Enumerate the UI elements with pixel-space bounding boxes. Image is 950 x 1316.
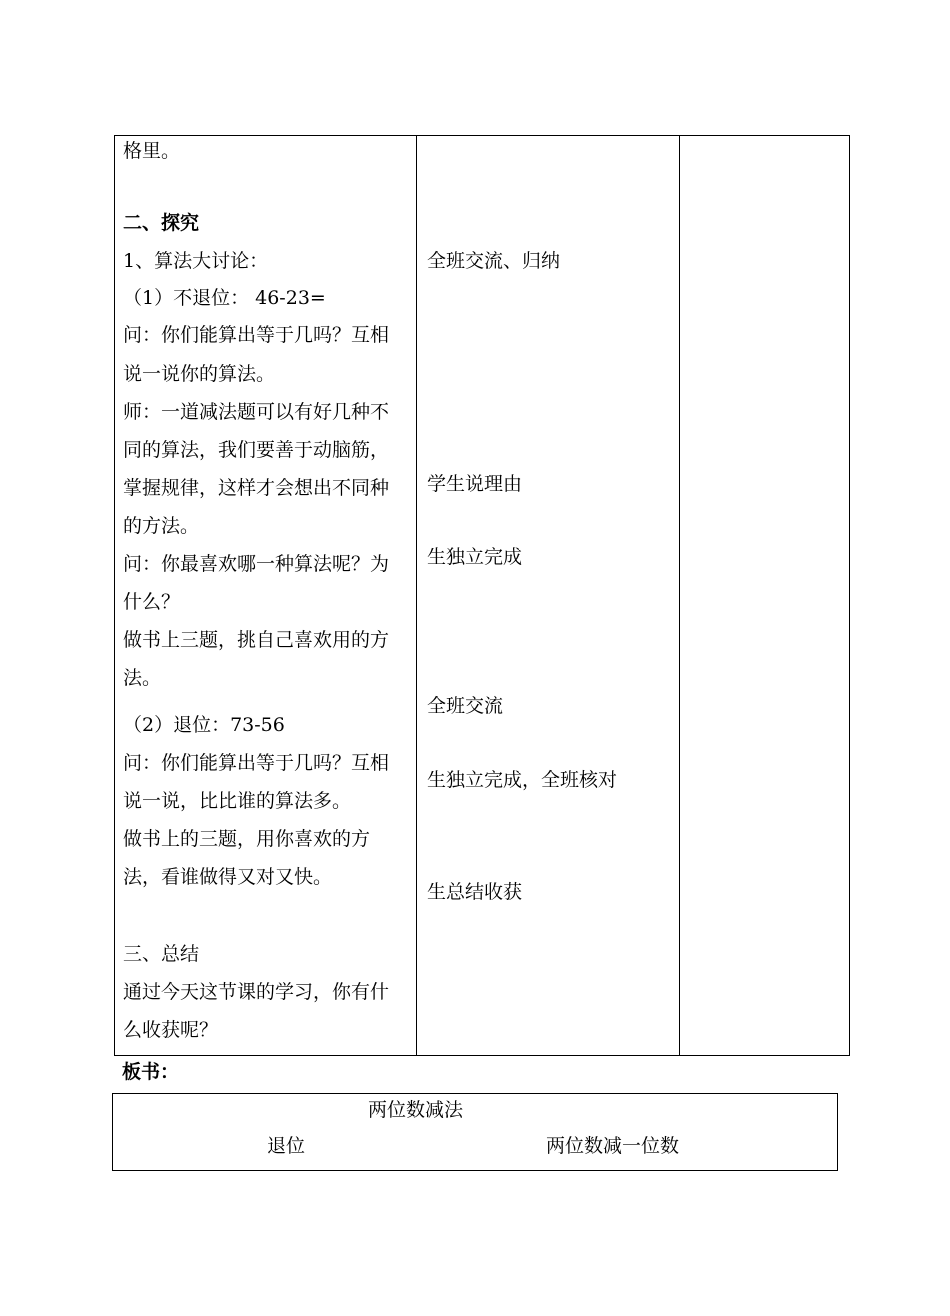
left-line-15: （2）退位：73-56 [123,714,285,736]
section-heading-summary: 三、总结 [123,943,200,965]
left-line-3: 1、算法大讨论： [123,250,269,272]
left-line-16: 问：你们能算出等于几吗？互相 [123,752,390,774]
left-line-11: 问：你最喜欢哪一种算法呢？为 [123,553,390,575]
middle-line-5: 生独立完成，全班核对 [427,769,618,791]
left-line-8: 同的算法，我们要善于动脑筋， [123,439,390,461]
left-line-14: 法。 [123,667,162,689]
left-line-18: 做书上的三题，用你喜欢的方 [123,828,371,850]
middle-line-6: 生总结收获 [427,881,523,903]
board-right-text: 两位数减一位数 [546,1135,680,1157]
left-line-17: 说一说，比比谁的算法多。 [123,790,352,812]
board-left-text: 退位 [267,1135,306,1157]
middle-line-2: 学生说理由 [427,473,523,495]
left-line-21: 通过今天这节课的学习，你有什 [123,981,390,1003]
left-line-7: 师：一道减法题可以有好几种不 [123,401,390,423]
left-line-13: 做书上三题，挑自己喜欢用的方 [123,629,390,651]
board-heading: 板书： [122,1061,180,1083]
board-box [112,1093,838,1171]
middle-line-3: 生独立完成 [427,546,523,568]
left-line-4: （1）不退位： 46-23= [123,287,326,309]
left-line-9: 掌握规律，这样才会想出不同种 [123,477,390,499]
column-divider-2 [679,136,680,1055]
left-line-1: 格里。 [123,140,181,162]
column-divider-1 [416,136,417,1055]
middle-line-1: 全班交流、归纳 [427,250,561,272]
left-line-10: 的方法。 [123,515,200,537]
left-line-19: 法，看谁做得又对又快。 [123,866,333,888]
middle-line-4: 全班交流 [427,695,504,717]
lesson-plan-table [114,135,850,1056]
left-line-5: 问：你们能算出等于几吗？互相 [123,324,390,346]
section-heading-explore: 二、探究 [123,212,200,234]
left-line-12: 什么？ [123,591,181,613]
left-line-6: 说一说你的算法。 [123,363,276,385]
board-title: 两位数减法 [368,1099,464,1121]
left-line-22: 么收获呢？ [123,1019,219,1041]
